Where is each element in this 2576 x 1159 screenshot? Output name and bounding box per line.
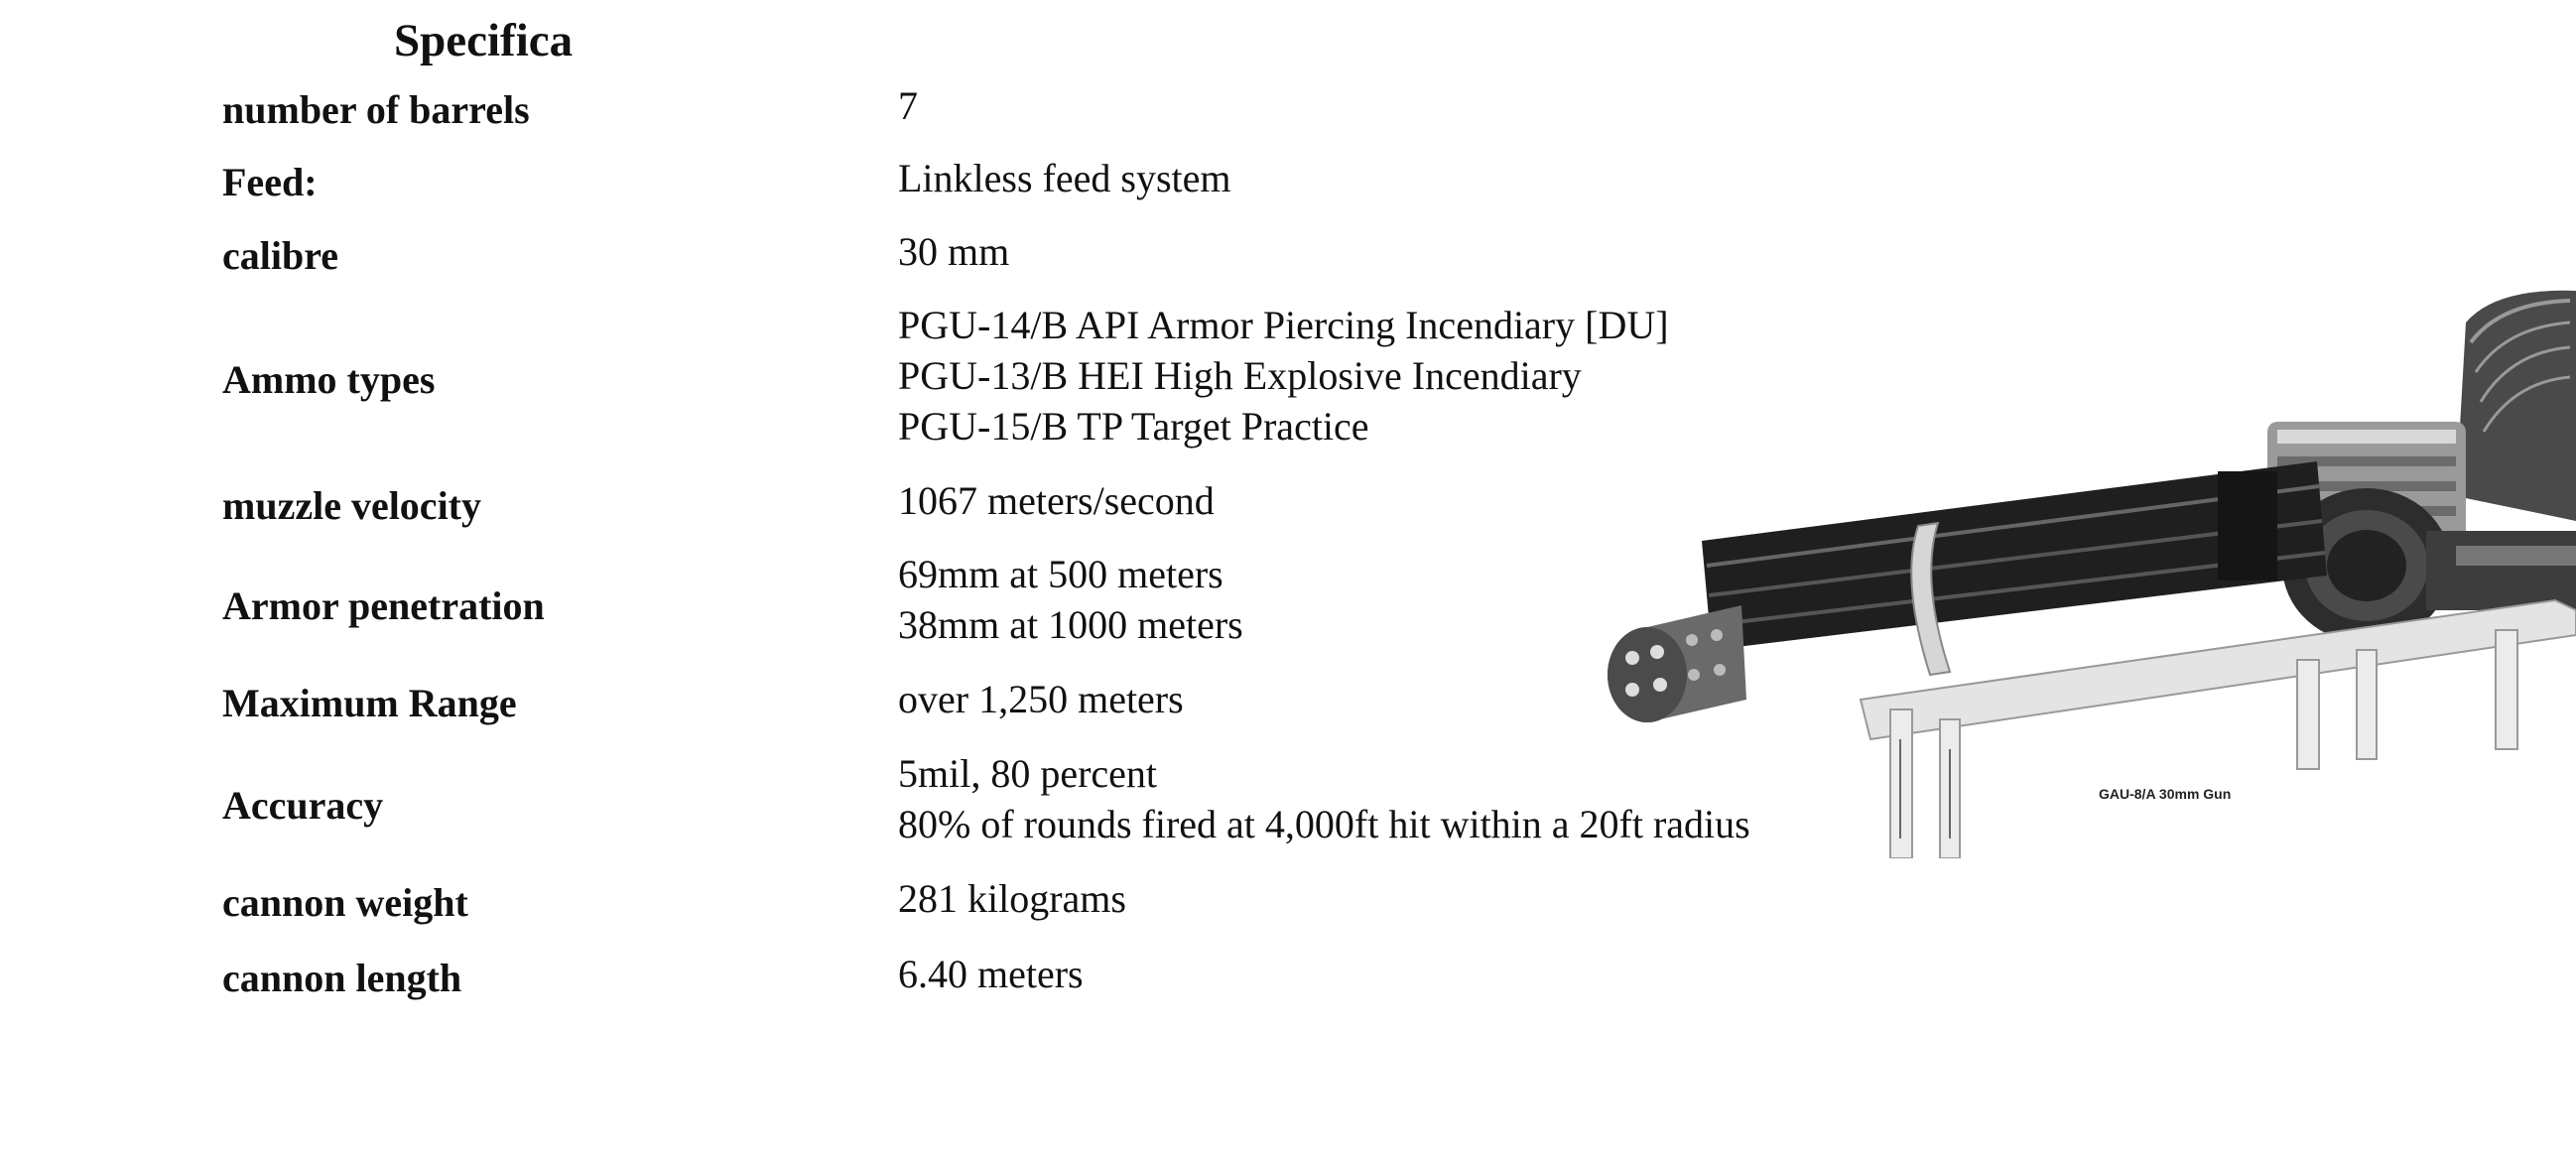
spec-label: Ammo types bbox=[222, 357, 436, 402]
spec-value bbox=[898, 300, 1669, 451]
spec-label: Accuracy bbox=[222, 783, 384, 828]
spec-value-line: over 1,250 meters bbox=[898, 677, 1184, 721]
spec-value-line: Linkless feed system bbox=[898, 156, 1231, 200]
spec-value-line: 7 bbox=[898, 83, 918, 128]
spec-label: calibre bbox=[222, 233, 339, 278]
spec-label: cannon weight bbox=[222, 880, 468, 925]
spec-value-line: 69mm at 500 meters bbox=[898, 552, 1224, 596]
gun-caption: GAU-8/A 30mm Gun bbox=[2099, 786, 2232, 802]
spec-value bbox=[898, 153, 1231, 203]
spec-value-line: 6.40 meters bbox=[898, 952, 1084, 996]
spec-value-line: PGU-15/B TP Target Practice bbox=[898, 404, 1369, 449]
spec-value bbox=[898, 873, 1126, 924]
spec-value bbox=[898, 80, 918, 131]
spec-value-line: PGU-14/B API Armor Piercing Incendiary [DU] bbox=[898, 303, 1669, 347]
ammo-drum bbox=[2456, 291, 2576, 521]
spec-label: muzzle velocity bbox=[222, 483, 481, 528]
spec-value bbox=[898, 226, 1009, 277]
spec-value-line: PGU-13/B HEI High Explosive Incendiary bbox=[898, 353, 1582, 398]
spec-value-line: 281 kilograms bbox=[898, 876, 1126, 921]
rear-housing bbox=[2426, 531, 2576, 610]
spec-label: number of barrels bbox=[222, 87, 530, 132]
spec-value-line: 80% of rounds fired at 4,000ft hit within a 20ft radius bbox=[898, 802, 1750, 846]
spec-label: Armor penetration bbox=[222, 583, 545, 628]
spec-value-line: 5mil, 80 percent bbox=[898, 751, 1158, 796]
spec-label: Maximum Range bbox=[222, 681, 517, 725]
gun-illustration bbox=[1603, 283, 2576, 858]
spec-value bbox=[898, 949, 1084, 999]
muzzle-clamp bbox=[1608, 605, 1746, 722]
spec-value-line: 30 mm bbox=[898, 229, 1010, 274]
spec-label: cannon length bbox=[222, 956, 462, 1000]
spec-label: Feed: bbox=[222, 160, 318, 204]
spec-value bbox=[898, 674, 1184, 724]
page-heading: Specifica bbox=[394, 15, 574, 66]
spec-value-line: 1067 meters/second bbox=[898, 478, 1215, 523]
spec-value bbox=[898, 549, 1243, 650]
barrel-cluster bbox=[1702, 461, 2327, 675]
gun-stand bbox=[1861, 600, 2576, 858]
spec-value bbox=[898, 475, 1215, 526]
spec-value-line: 38mm at 1000 meters bbox=[898, 602, 1243, 647]
